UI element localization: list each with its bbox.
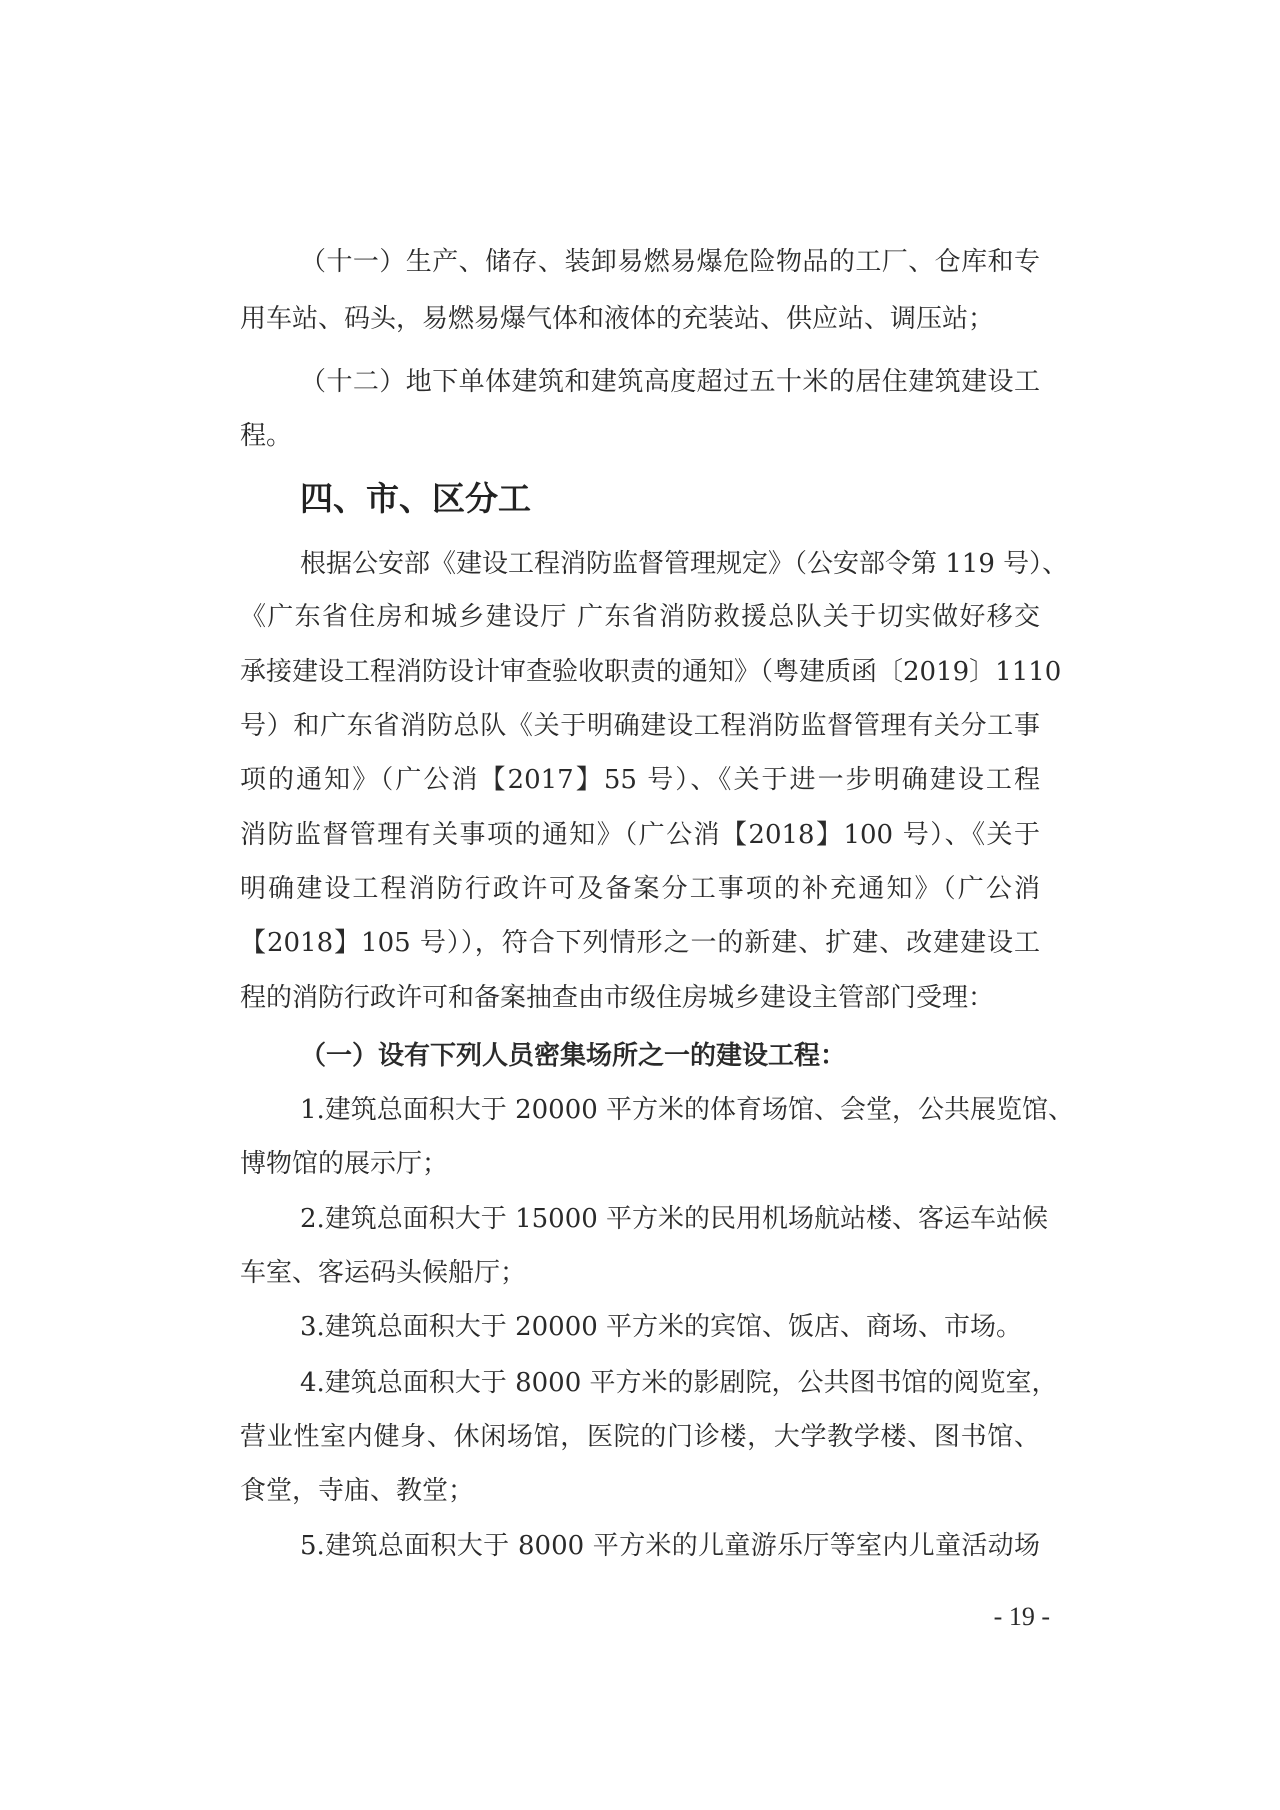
subsection-heading: （一）设有下列人员密集场所之一的建设工程： <box>300 1041 847 1071</box>
list-4-line-1: 4.建筑总面积大于 8000 平方米的影剧院，公共图书馆的阅览室， <box>300 1368 1058 1398</box>
list-1-line-2: 博物馆的展示厅； <box>240 1149 449 1179</box>
intro-line-6: 消防监督管理有关事项的通知》（广公消【2018】100 号）、《关于 <box>240 820 1040 850</box>
item-12-line-1: （十二）地下单体建筑和建筑高度超过五十米的居住建筑建设工 <box>300 367 1040 397</box>
item-12-line-2: 程。 <box>240 421 293 451</box>
intro-line-2: 《广东省住房和城乡建设厅 广东省消防救援总队关于切实做好移交 <box>240 602 1040 632</box>
intro-line-5: 项的通知》（广公消【2017】55 号）、《关于进一步明确建设工程 <box>240 765 1040 795</box>
list-5-line-1: 5.建筑总面积大于 8000 平方米的儿童游乐厅等室内儿童活动场 <box>300 1531 1040 1561</box>
list-2-line-2: 车室、客运码头候船厅； <box>240 1258 527 1288</box>
item-11-line-1: （十一）生产、储存、装卸易燃易爆危险物品的工厂、仓库和专 <box>300 247 1040 277</box>
list-1-line-1: 1.建筑总面积大于 20000 平方米的体育场馆、会堂，公共展览馆、 <box>300 1095 1075 1125</box>
list-4-line-3: 食堂，寺庙、教堂； <box>240 1476 475 1506</box>
intro-line-1: 根据公安部《建设工程消防监督管理规定》（公安部令第 119 号）、 <box>300 549 1069 579</box>
list-2-line-1: 2.建筑总面积大于 15000 平方米的民用机场航站楼、客运车站候 <box>300 1204 1049 1234</box>
intro-line-8: 【2018】105 号）），符合下列情形之一的新建、扩建、改建建设工 <box>240 928 1040 958</box>
intro-line-7: 明确建设工程消防行政许可及备案分工事项的补充通知》（广公消 <box>240 874 1040 904</box>
list-3-line-1: 3.建筑总面积大于 20000 平方米的宾馆、饭店、商场、市场。 <box>300 1312 1023 1342</box>
intro-line-4: 号）和广东省消防总队《关于明确建设工程消防监督管理有关分工事 <box>240 711 1040 741</box>
section-heading: 四、市、区分工 <box>300 479 531 518</box>
list-4-line-2: 营业性室内健身、休闲场馆，医院的门诊楼，大学教学楼、图书馆、 <box>240 1422 1040 1452</box>
page-number: - 19 - <box>993 1602 1050 1631</box>
item-11-line-2: 用车站、码头，易燃易爆气体和液体的充装站、供应站、调压站； <box>240 304 995 334</box>
intro-line-3: 承接建设工程消防设计审查验收职责的通知》（粤建质函〔2019〕1110 <box>240 657 1062 687</box>
intro-line-9: 程的消防行政许可和备案抽查由市级住房城乡建设主管部门受理： <box>240 983 995 1013</box>
